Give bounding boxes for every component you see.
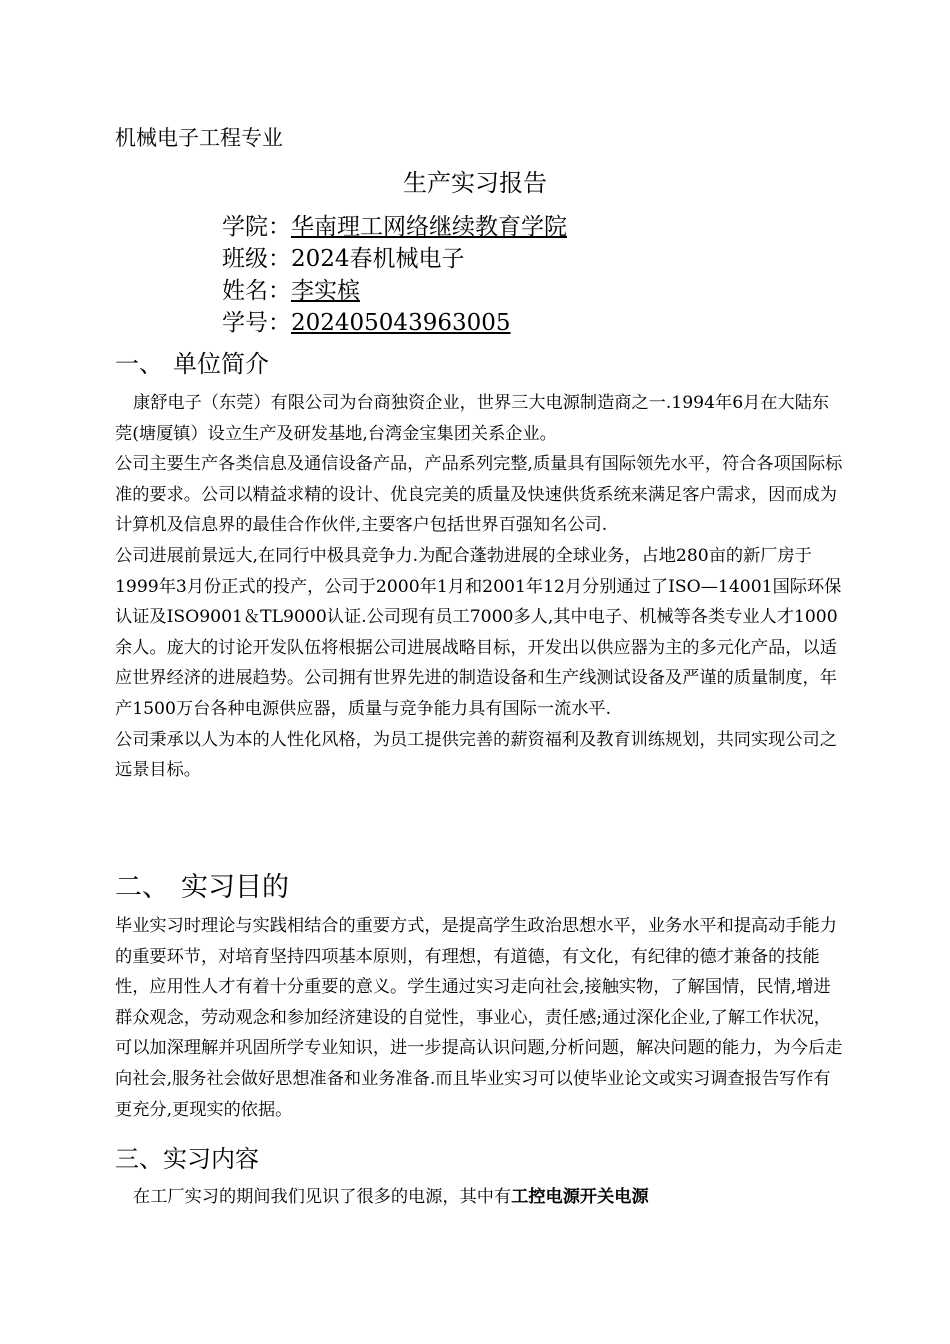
class-value: 2024春机械电子 bbox=[291, 246, 465, 272]
name-label: 姓名： bbox=[222, 278, 291, 304]
section1-paragraph: 公司秉承以人为本的人性化风格，为员工提供完善的薪资福利及教育训练规划，共同实现公司之远景目标。 bbox=[115, 729, 837, 781]
section3-title: 实习内容 bbox=[163, 1145, 259, 1173]
id-label: 学号： bbox=[222, 310, 291, 336]
section1-paragraph: 康舒电子（东莞）有限公司为台商独资企业，世界三大电源制造商之一.1994年6月在大陆东莞(塘厦镇）设立生产及研发基地,台湾金宝集团关系企业。 bbox=[115, 393, 830, 444]
section3-body bbox=[115, 1182, 843, 1213]
school-value: 华南理工网络继续教育学院 bbox=[291, 214, 567, 240]
section1-paragraph: 公司进展前景远大,在同行中极具竞争力.为配合蓬勃进展的全球业务，占地280亩的新厂房于1999年3月份正式的投产，公司于2000年1月和2001年12月分别通过了ISO—14001国际环保认证及ISO9001＆TL9000认证.公司现有员工7000多人,其中电子、机械等各类专业人才1000余人。庞大的讨论开发队伍将根据公司进展战略目标，开发出以供应器为主的多元化产品，以适应世界经济的进展趋势。公司拥有世界先进的制造设备和生产线测试设备及严谨的质量制度，年产1500万台各种电源供应器，质量与竞争能力具有国际一流水平. bbox=[115, 545, 842, 719]
section3-heading bbox=[115, 1139, 259, 1174]
section1-body bbox=[115, 388, 843, 786]
section2-heading bbox=[115, 865, 289, 904]
section2-paragraph: 毕业实习时理论与实践相结合的重要方式，是提高学生政治思想水平，业务水平和提高动手能力的重要环节，对培育坚持四项基本原则，有理想，有道德，有文化，有纪律的德才兼备的技能性，应用性人才有着十分重要的意义。学生通过实习走向社会,接触实物，了解国情，民情,增进群众观念，劳动观念和参加经济建设的自觉性，事业心，责任感;通过深化企业,了解工作状况，可以加深理解并巩固所学专业知识，进一步提高认识问题,分析问题，解决问题的能力，为今后走向社会,服务社会做好思想准备和业务准备.而且毕业实习可以使毕业论文或实习调查报告写作有更充分,更现实的依据。 bbox=[115, 916, 843, 1120]
class-label: 班级： bbox=[222, 246, 291, 272]
school-line bbox=[222, 208, 567, 241]
report-title: 生产实习报告 bbox=[403, 169, 547, 197]
school-label: 学院： bbox=[222, 214, 291, 240]
section3-paragraph bbox=[115, 1182, 843, 1213]
section1-number: 一、 bbox=[115, 350, 163, 378]
section1-title: 单位简介 bbox=[173, 350, 269, 378]
section3-number: 三、 bbox=[115, 1145, 163, 1173]
section1-heading bbox=[115, 344, 269, 379]
name-line bbox=[222, 272, 360, 305]
section2-number: 二、 bbox=[115, 872, 169, 903]
id-value: 202405043963005 bbox=[291, 310, 511, 336]
section3-bold-text: 工控电源开关电源 bbox=[511, 1187, 649, 1207]
id-line bbox=[222, 304, 511, 337]
section1-paragraph: 公司主要生产各类信息及通信设备产品，产品系列完整,质量具有国际领先水平，符合各项国际标准的要求。公司以精益求精的设计、优良完美的质量及快速供货系统来满足客户需求，因而成为计算机及信息界的最佳合作伙伴,主要客户包括世界百强知名公司. bbox=[115, 454, 843, 536]
section2-body bbox=[115, 911, 843, 1125]
name-value: 李实槟 bbox=[291, 278, 360, 304]
class-line bbox=[222, 240, 465, 273]
major-label: 机械电子工程专业 bbox=[115, 126, 283, 150]
section2-title: 实习目的 bbox=[181, 872, 289, 903]
section3-text: 在工厂实习的期间我们见识了很多的电源，其中有 bbox=[133, 1187, 512, 1207]
